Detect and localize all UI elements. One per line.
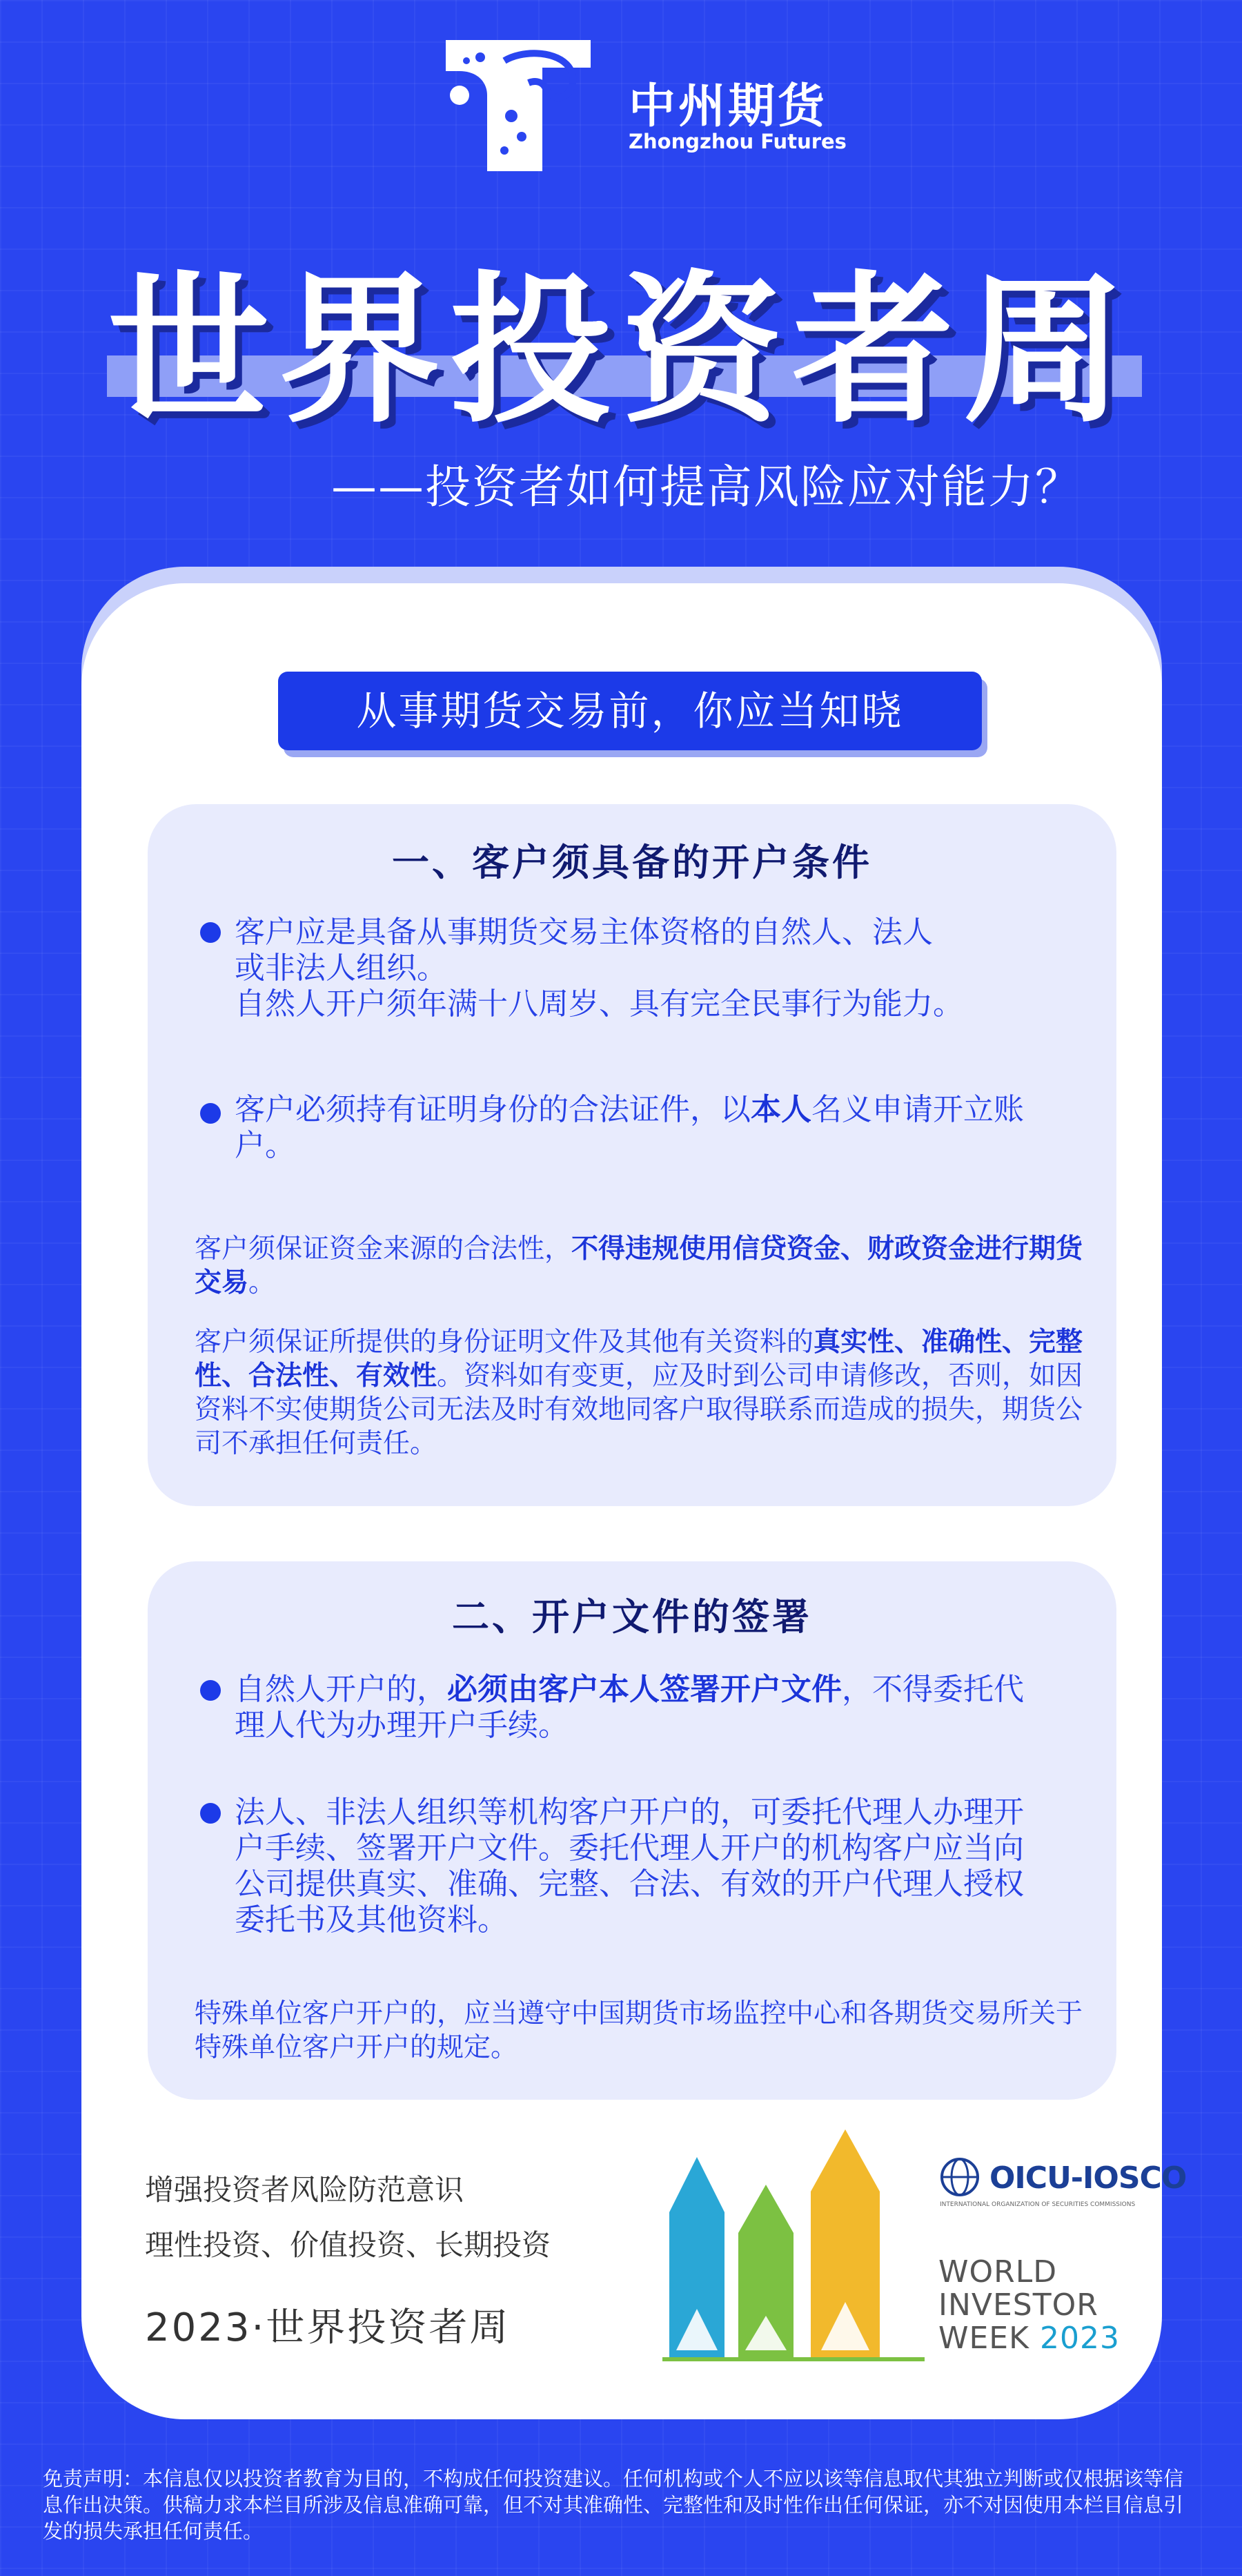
para-emphasis: 不得违规使用信贷资金、财政资金进行期货交易 [195,1233,1083,1298]
para-text: 。 [248,1267,276,1298]
brand-name-cn: 中州期货 [629,79,828,134]
wiw-line [938,2322,1120,2355]
year-label: 2023·世界投资者周 [145,2305,511,2350]
jaguar-logo-icon [439,40,591,171]
wiw-year: 2023 [1039,2321,1120,2356]
globe-icon [940,2157,980,2197]
item-text: 自然人开户的， [235,1672,447,1707]
hero-title: 世界投资者周 [108,257,1134,445]
wiw-line: INVESTOR [938,2287,1098,2323]
section-title-2: 二、开户文件的签署 [452,1595,812,1639]
list-item [235,915,1097,1022]
wiw-week: WEEK [938,2321,1029,2356]
para-text: 客户须保证资金来源的合法性， [195,1233,572,1265]
world-investor-week-pencils-icon [662,2129,925,2364]
iosco-logo [940,2157,1187,2208]
bullet-dot [200,1803,221,1824]
item-text: 客户必须持有证明身份的合法证件，以 [235,1092,751,1127]
para-text: 客户须保证所提供的身份证明文件及其他有关资料的 [195,1327,814,1358]
list-item: 法人、非法人组织等机构客户开户的，可委托代理人办理开户手续、签署开户文件。委托代理人开户的机构客户应当向公司提供真实、准确、完整、合法、有效的开户代理人授权委托书及其他资料。 [235,1795,1024,1938]
para-text: 。资料如有变更，应及时到公司申请修改，否则，如因资料不实使期货公司无法及时有效地同客户取得联系而造成的损失，期货公司不承担任何责任。 [195,1360,1083,1459]
paragraph [195,1325,1085,1461]
paragraph: 特殊单位客户开户的，应当遵守中国期货市场监控中心和各期货交易所关于特殊单位客户开户的规定。 [195,1998,1083,2063]
iosco-name: OICU-IOSCO [989,2160,1187,2196]
brand-header [439,40,847,178]
slogan-line-2: 理性投资、价值投资、长期投资 [145,2228,551,2262]
iosco-subtitle: INTERNATIONAL ORGANIZATION OF SECURITIES COMMISSIONS [940,2201,1136,2208]
banner-pill: 从事期货交易前，你应当知晓 [278,672,982,750]
brand-name-en: Zhongzhou Futures [629,130,847,153]
bullet-dot [200,1680,221,1701]
item-emphasis: 必须由客户本人签署开户文件 [447,1672,842,1707]
para-emphasis: 真实性、准确性、完整性、合法性、有效性 [195,1327,1083,1392]
paragraph [195,1232,1085,1300]
slogan-line-1: 增强投资者风险防范意识 [145,2173,464,2207]
item-emphasis: 本人 [751,1092,811,1127]
wiw-line: WORLD [938,2254,1058,2290]
item-text: 名义申请开立账户。 [235,1092,1024,1163]
disclaimer-text: 免责声明：本信息仅以投资者教育为目的，不构成任何投资建议。任何机构或个人不应以该等信息取代其独立判断或仅根据该等信息作出决策。供稿力求本栏目所涉及信息准确可靠，但不对其准确性、完整性和及时性作出任何保证，亦不对因使用本栏目信息引发的损失承担任何责任。 [43,2467,1184,2543]
section-title-1: 一、客户须具备的开户条件 [392,841,872,884]
world-investor-week-wordmark [938,2256,1120,2355]
list-item-line: 自然人开户须年满十八周岁、具有完全民事行为能力。 [235,986,963,1022]
list-item [235,1092,1063,1164]
item-text: ，不得委托代理人代为办理开户手续。 [235,1672,1024,1743]
bullet-dot [200,1103,221,1124]
list-item-line: 客户应是具备从事期货交易主体资格的自然人、法人 [235,915,933,950]
list-item [235,1672,1049,1744]
bullet-dot [200,922,221,943]
list-item-line: 或非法人组织。 [235,950,447,986]
hero-subtitle: ——投资者如何提高风险应对能力？ [331,460,1082,514]
